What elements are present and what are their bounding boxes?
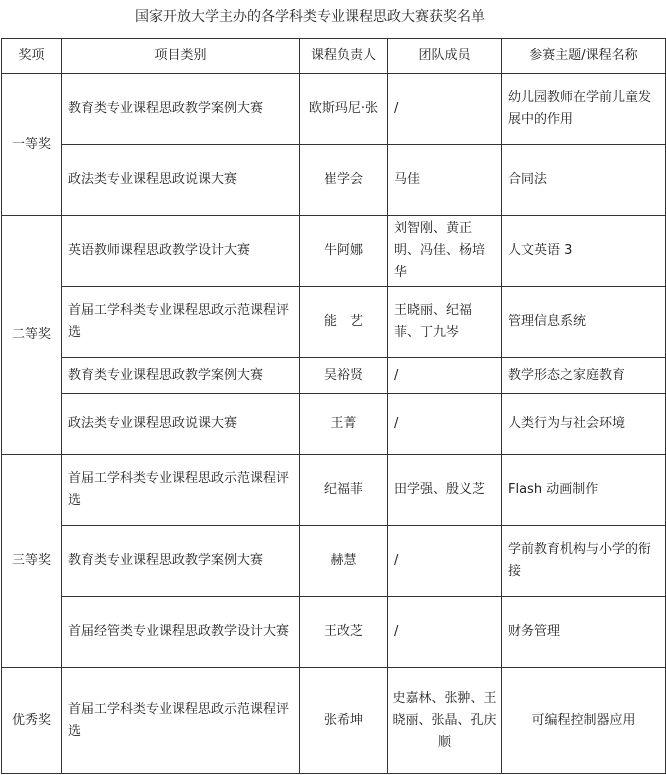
rank-third: 三等奖 (2, 455, 62, 668)
rank-first: 一等奖 (2, 74, 62, 216)
category-cell: 教育类专业课程思政教学案例大赛 (62, 358, 300, 394)
table-row (2, 394, 666, 455)
topic-cell: 幼儿园教师在学前儿童发展中的作用 (502, 74, 666, 145)
category-cell: 首届经管类专业课程思政教学设计大赛 (62, 597, 300, 668)
leader-cell: 吴裕贤 (300, 358, 388, 394)
leader-cell: 能 艺 (300, 287, 388, 358)
category-cell: 教育类专业课程思政教学案例大赛 (62, 526, 300, 597)
category-cell: 英语教师课程思政教学设计大赛 (62, 216, 300, 287)
category-cell: 政法类专业课程思政说课大赛 (62, 394, 300, 455)
rank-merit: 优秀奖 (2, 668, 62, 774)
category-cell: 政法类专业课程思政说课大赛 (62, 145, 300, 216)
team-cell: 田学强、殷义芝 (388, 455, 502, 526)
leader-cell: 崔学会 (300, 145, 388, 216)
leader-cell: 纪福菲 (300, 455, 388, 526)
category-cell: 教育类专业课程思政教学案例大赛 (62, 74, 300, 145)
document-title: 国家开放大学主办的各学科类专业课程思政大赛获奖名单 (135, 9, 485, 25)
table-row (2, 597, 666, 668)
header-team: 团队成员 (388, 39, 502, 74)
team-cell: / (388, 74, 502, 145)
leader-cell: 欧斯玛尼·张 (300, 74, 388, 145)
header-leader: 课程负责人 (300, 39, 388, 74)
table-header-row (2, 39, 666, 74)
table-row (2, 74, 666, 145)
team-cell: 史嘉林、张翀、王晓丽、张晶、孔庆顺 (388, 668, 502, 774)
header-category: 项目类别 (62, 39, 300, 74)
topic-cell: Flash 动画制作 (502, 455, 666, 526)
header-topic: 参赛主题/课程名称 (502, 39, 666, 74)
team-cell: / (388, 597, 502, 668)
leader-cell: 张希坤 (300, 668, 388, 774)
table-row (2, 287, 666, 358)
team-cell: / (388, 394, 502, 455)
rank-second: 二等奖 (2, 216, 62, 455)
table-row (2, 216, 666, 287)
topic-cell: 教学形态之家庭教育 (502, 358, 666, 394)
team-cell: / (388, 358, 502, 394)
topic-cell: 财务管理 (502, 597, 666, 668)
header-rank: 奖项 (2, 39, 62, 74)
topic-cell: 人类行为与社会环境 (502, 394, 666, 455)
category-cell: 首届工学科类专业课程思政示范课程评选 (62, 287, 300, 358)
table-row (2, 358, 666, 394)
leader-cell: 赫慧 (300, 526, 388, 597)
table-row (2, 455, 666, 526)
table-row (2, 145, 666, 216)
team-cell: 马佳 (388, 145, 502, 216)
topic-cell: 学前教育机构与小学的衔接 (502, 526, 666, 597)
topic-cell: 管理信息系统 (502, 287, 666, 358)
topic-cell: 可编程控制器应用 (502, 668, 666, 774)
category-cell: 首届工学科类专业课程思政示范课程评选 (62, 668, 300, 774)
team-cell: 刘智刚、黄正明、冯佳、杨培华 (388, 216, 502, 287)
leader-cell: 王改芝 (300, 597, 388, 668)
team-cell: 王晓丽、纪福菲、丁九岑 (388, 287, 502, 358)
leader-cell: 王菁 (300, 394, 388, 455)
table-row (2, 526, 666, 597)
topic-cell: 合同法 (502, 145, 666, 216)
leader-cell: 牛阿娜 (300, 216, 388, 287)
awards-table (1, 38, 666, 774)
category-cell: 首届工学科类专业课程思政示范课程评选 (62, 455, 300, 526)
team-cell: / (388, 526, 502, 597)
topic-cell: 人文英语 3 (502, 216, 666, 287)
table-row (2, 668, 666, 774)
